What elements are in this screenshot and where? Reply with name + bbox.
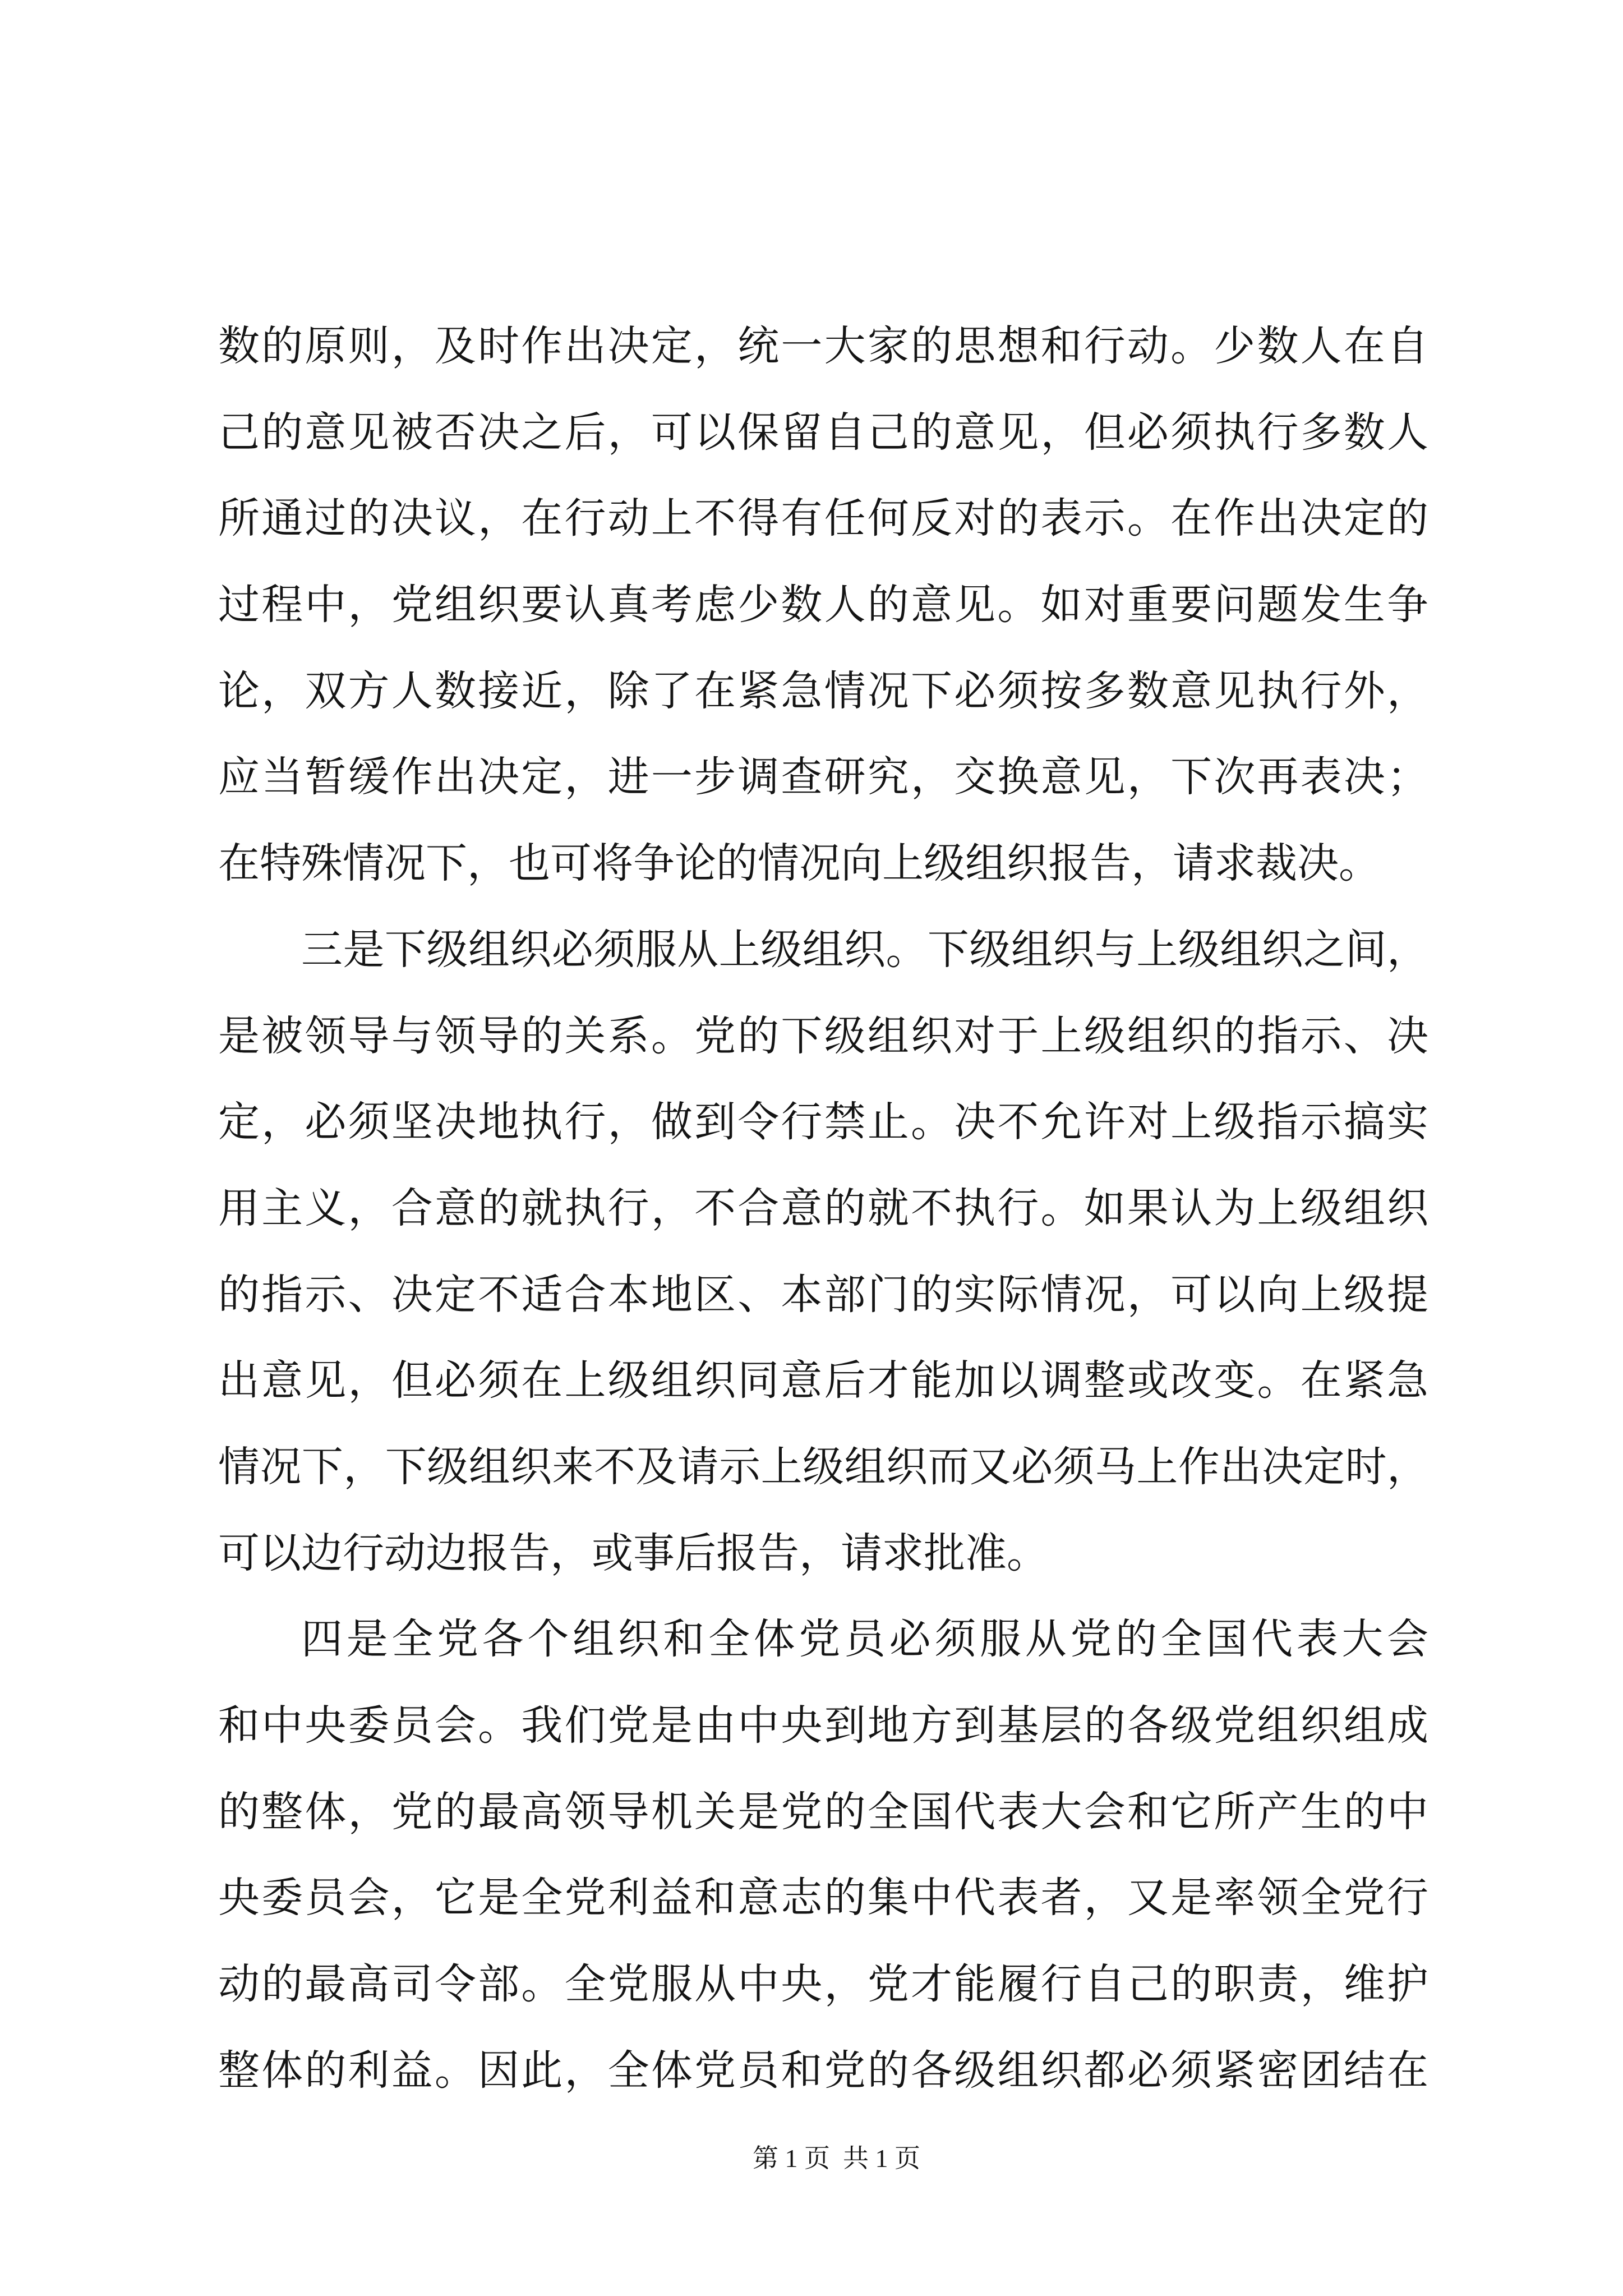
text-line: 动的最高司令部。全党服从中央，党才能履行自己的职责，维护 [218,1960,1428,2009]
text-line: 所通过的决议，在行动上不得有任何反对的表示。在作出决定的 [218,494,1428,543]
paragraph [218,907,1428,1597]
paragraph [218,303,1428,907]
text-line: 过程中，党组织要认真考虑少数人的意见。如对重要问题发生争 [218,581,1428,629]
text-line: 用主义，合意的就执行，不合意的就不执行。如果认为上级组织 [218,1184,1428,1232]
text-line: 央委员会，它是全党利益和意志的集中代表者，又是率领全党行 [218,1874,1428,1922]
text-line: 可以边行动边报告，或事后报告，请求批准。 [218,1529,1048,1577]
text-line: 己的意见被否决之后，可以保留自己的意见，但必须执行多数人 [218,408,1428,457]
page-footer: 第 1 页 共 1 页 [753,2144,920,2173]
text-line: 的整体，党的最高领导机关是党的全国代表大会和它所产生的中 [218,1787,1428,1836]
text-line: 出意见，但必须在上级组织同意后才能加以调整或改变。在紧急 [218,1356,1428,1405]
text-line: 和中央委员会。我们党是由中央到地方到基层的各级党组织组成 [218,1701,1428,1750]
text-line: 三是下级组织必须服从上级组织。下级组织与上级组织之间， [301,925,1428,974]
document-body [218,303,1428,2114]
text-line: 整体的利益。因此，全体党员和党的各级组织都必须紧密团结在 [218,2046,1428,2095]
text-line: 四是全党各个组织和全体党员必须服从党的全国代表大会 [301,1615,1428,1664]
text-line: 数的原则，及时作出决定，统一大家的思想和行动。少数人在自 [218,322,1428,370]
text-line: 论，双方人数接近，除了在紧急情况下必须按多数意见执行外， [218,666,1428,715]
paragraph [218,1596,1428,2114]
text-line: 应当暂缓作出决定，进一步调查研究，交换意见，下次再表决； [218,753,1428,802]
text-line: 定，必须坚决地执行，做到令行禁止。决不允许对上级指示搞实 [218,1098,1428,1147]
text-line: 是被领导与领导的关系。党的下级组织对于上级组织的指示、决 [218,1011,1428,1060]
text-line: 情况下，下级组织来不及请示上级组织而又必须马上作出决定时， [218,1442,1428,1491]
text-line: 在特殊情况下，也可将争论的情况向上级组织报告，请求裁决。 [218,839,1380,888]
text-line: 的指示、决定不适合本地区、本部门的实际情况，可以向上级提 [218,1270,1428,1319]
